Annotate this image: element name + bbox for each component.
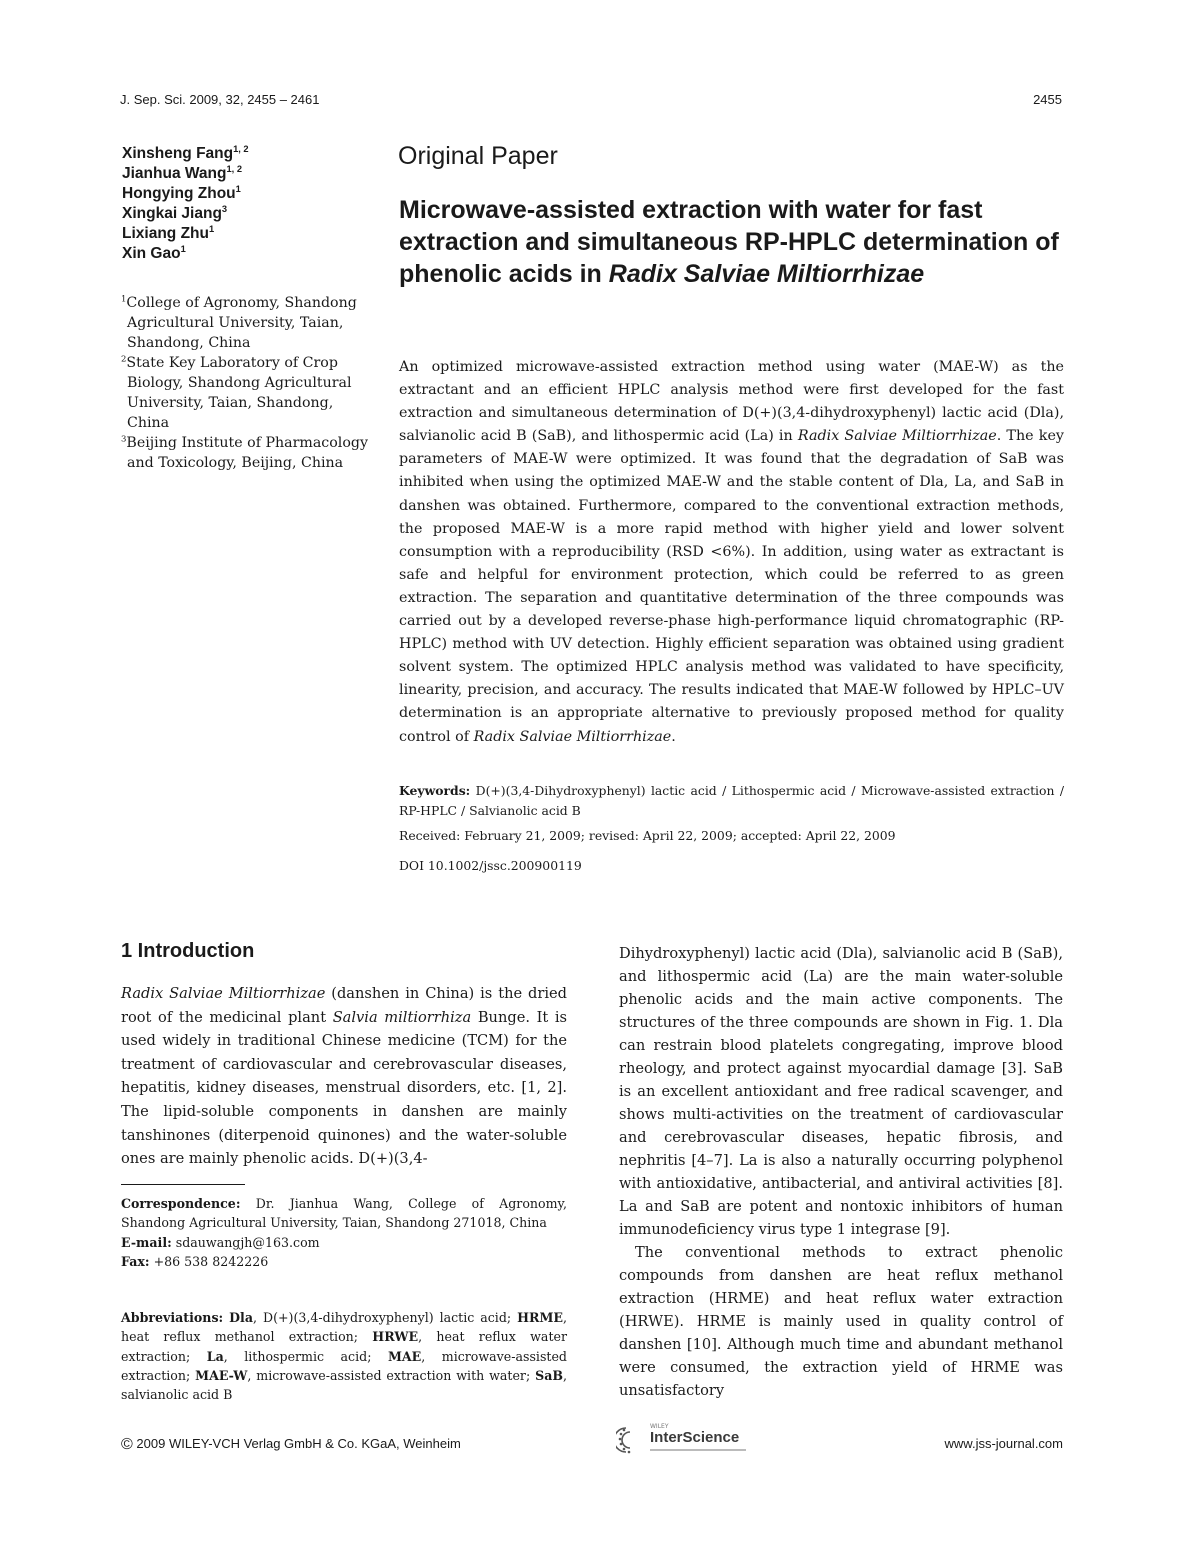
correspondence-fax (121, 1252, 567, 1271)
abbreviation-term: SaB (535, 1367, 563, 1383)
intro-right-column (619, 942, 1063, 1402)
author-name (122, 224, 372, 244)
logo-small-text: WILEY (650, 1423, 669, 1430)
author-affiliation-mark: 1, 2 (226, 163, 243, 174)
abbreviations-label: Abbreviations: (121, 1310, 224, 1325)
abbreviation-definition: heat reflux water extraction (121, 1329, 567, 1364)
author-name (122, 164, 372, 184)
abstract-italic-2: Radix Salviae Miltiorrhizae (473, 728, 672, 745)
abbreviation-term: HRME (517, 1310, 563, 1325)
author-name-text: Xinsheng Fang (122, 145, 234, 162)
affiliation-list (121, 293, 376, 473)
abbreviation-definition: heat reflux methanol extraction (121, 1329, 354, 1345)
abstract (399, 356, 1064, 749)
abstract-text-1: An optimized microwave-assisted extraction method using water (MAE-W) as the extractant and an efficient HPLC analysis method were first developed for the fast extraction and simultaneous determination of D(+)(3,4-dihydroxyphenyl) lactic acid (Dla), salvianolic acid B (SaB), and lithospermic acid (La) in (399, 359, 1064, 445)
keywords-label: Keywords: (399, 783, 471, 798)
title-italic: Radix Salviae Miltiorrhizae (608, 260, 925, 288)
paper-title (399, 194, 1064, 290)
affiliation-item (121, 353, 376, 433)
affiliation-item (121, 433, 376, 473)
correspondence-address (121, 1194, 567, 1233)
fax-number: +86 538 8242226 (149, 1253, 269, 1269)
paper-type: Original Paper (398, 142, 558, 170)
copyright-footer (121, 1436, 461, 1454)
author-name (122, 184, 372, 204)
abbreviation-term: La (206, 1348, 224, 1364)
author-affiliation-mark: 1, 2 (233, 143, 249, 154)
intro-text-1: (danshen in China) is the dried root of the medicinal plant (121, 985, 567, 1026)
abbreviation-term: MAE-W (195, 1367, 248, 1383)
running-head-left: J. Sep. Sci. 2009, 32, 2455 – 2461 (120, 92, 320, 107)
fax-label: Fax: (121, 1253, 150, 1269)
author-name-text: Hongying Zhou (122, 185, 236, 202)
intro-paragraph-1 (121, 982, 567, 1171)
section-heading-introduction: 1 Introduction (121, 940, 255, 962)
abstract-text-3: . (671, 728, 676, 745)
abstract-italic-1: Radix Salviae Miltiorrhizae (797, 428, 997, 445)
author-affiliation-mark: 3 (221, 203, 228, 214)
affiliation-item (121, 293, 376, 353)
abbreviation-definition: microwave-assisted extraction (121, 1348, 567, 1383)
abbreviation-definition: lithospermic acid (244, 1348, 368, 1364)
abbreviation-term: MAE (387, 1348, 422, 1364)
abbreviation-definition: microwave-assisted extraction with water (256, 1367, 526, 1383)
abbreviations-footnote: Abbreviations: Dla, D(+)(3,4-dihydroxyphenyl) lactic acid; HRME, heat reflux methanol extraction; HRWE, heat reflux water extraction; La, lithospermic acid; MAE, microwave-assisted extraction; MAE-W, microwave-assisted extraction with water; SaB, salvianolic acid B (121, 1310, 568, 1403)
abbreviation-definition: salvianolic acid B (121, 1387, 233, 1403)
author-name-text: Xingkai Jiang (122, 205, 222, 222)
abstract-text-2: . The key parameters of MAE-W were optimized. It was found that the degradation of SaB was inhibited when using the optimized MAE-W and the stable content of Dla, La, and SaB in danshen was obtained. Furthermore, compared to the conventional extraction methods, the proposed MAE-W is a more rapid method with higher yield and lower solvent consumption with a reproducibility (RSD <6%). In addition, using water as extractant is safe and helpful for environment protection, which could be referred to as green extraction. The separation and quantitative determination of the three compounds was carried out by a developed reverse-phase high-performance liquid chromatographic (RP-HPLC) method with UV detection. Highly efficient separation was obtained using gradient solvent system. The optimized HPLC analysis method was validated to have specificity, linearity, precision, and accuracy. The results indicated that MAE-W followed by HPLC–UV determination is an appropriate alternative to previously proposed method for quality control of (399, 428, 1064, 745)
affiliation-text: College of Agronomy, Shandong Agricultural University, Taian, Shandong, China (126, 295, 357, 351)
intro-italic-1: Radix Salviae Miltiorrhizae (121, 985, 326, 1002)
intro-paragraph-2: Dihydroxyphenyl) lactic acid (Dla), salvianolic acid B (SaB), and lithospermic acid (La) are the main water-soluble phenolic acids and the main active components. The structures of the three compounds are shown in Fig. 1. Dla can restrain blood platelets congregating, improve blood rheology, and protect against myocardial damage [3]. SaB is an excellent antioxidant and free radical scavenger, and shows multi-activities on the treatment of cardiovascular and cerebrovascular diseases, hepatic fibrosis, and nephritis [4–7]. La is also a naturally occurring polyphenol with antioxidative, antibacterial, and antiviral activities [8]. La and SaB are potent and nontoxic inhibitors of human immunodeficiency virus type 1 integrase [9]. (619, 945, 1063, 1238)
journal-url: www.jss-journal.com (944, 1436, 1063, 1451)
correspondence-label: Correspondence: (121, 1196, 241, 1211)
keywords (399, 781, 1064, 820)
author-name (122, 244, 372, 264)
keywords-text: D(+)(3,4-Dihydroxyphenyl) lactic acid / Lithospermic acid / Microwave-assisted extraction / RP-HPLC / Salvianolic acid B (399, 783, 1064, 818)
correspondence-text: Dr. Jianhua Wang, College of Agronomy, Shandong Agricultural University, Taian, Shandong 271018, China (121, 1196, 567, 1231)
intro-italic-2: Salvia miltiorrhiza (332, 1008, 472, 1026)
author-name-text: Lixiang Zhu (122, 225, 209, 242)
footnote-rule (121, 1184, 245, 1185)
author-name (122, 204, 372, 224)
intro-text-2: Bunge. It is used widely in traditional Chinese medicine (TCM) for the treatment of cardiovascular and cerebrovascular diseases, hepatitis, kidney diseases, menstrual disorders, etc. [1, 2]. The lipid-soluble components in danshen are mainly tanshinones (diterpenoid quinones) and the water-soluble ones are mainly phenolic acids. D(+)(3,4- (121, 1008, 567, 1168)
author-name-text: Jianhua Wang (122, 165, 227, 182)
affiliation-number: 2 (121, 354, 127, 365)
correspondence-email (121, 1233, 567, 1252)
copyright-text: 2009 WILEY-VCH Verlag GmbH & Co. KGaA, Weinheim (132, 1436, 461, 1451)
abbreviation-definition: D(+)(3,4-dihydroxyphenyl) lactic acid (262, 1310, 507, 1325)
affiliation-number: 3 (121, 434, 127, 445)
title-main: Microwave-assisted extraction with water for fast extraction and simultaneous RP-HPLC determination of phenolic acids in (399, 196, 1059, 288)
received-dates: Received: February 21, 2009; revised: April 22, 2009; accepted: April 22, 2009 (399, 828, 896, 843)
doi: DOI 10.1002/jssc.200900119 (399, 858, 582, 873)
author-list (122, 144, 372, 264)
copyright-symbol: © (121, 1436, 133, 1453)
abbreviation-term: Dla (229, 1310, 254, 1325)
author-affiliation-mark: 1 (180, 243, 186, 254)
affiliation-text: State Key Laboratory of Crop Biology, Shandong Agricultural University, Taian, Shandong, China (126, 355, 352, 431)
email-label: E-mail: (121, 1234, 172, 1250)
email-address: sdauwangjh@163.com (171, 1234, 320, 1250)
author-affiliation-mark: 1 (235, 183, 241, 194)
correspondence-footnote (121, 1194, 567, 1271)
author-name-text: Xin Gao (122, 245, 181, 262)
affiliation-text: Beijing Institute of Pharmacology and Toxicology, Beijing, China (126, 435, 368, 471)
abbreviation-term: HRWE (372, 1329, 419, 1345)
affiliation-number: 1 (121, 294, 127, 305)
author-name (122, 144, 372, 164)
logo-text: InterScience (650, 1429, 740, 1446)
intro-paragraph-3: The conventional methods to extract phenolic compounds from danshen are heat reflux methanol extraction (HRME) and heat reflux water extraction (HRWE). HRME is mainly used in quality control of danshen [10]. Although much time and abundant methanol were consumed, the extraction yield of HRME was unsatisfactory (619, 1244, 1063, 1399)
author-affiliation-mark: 1 (208, 223, 215, 234)
page-number: 2455 (1033, 92, 1062, 107)
